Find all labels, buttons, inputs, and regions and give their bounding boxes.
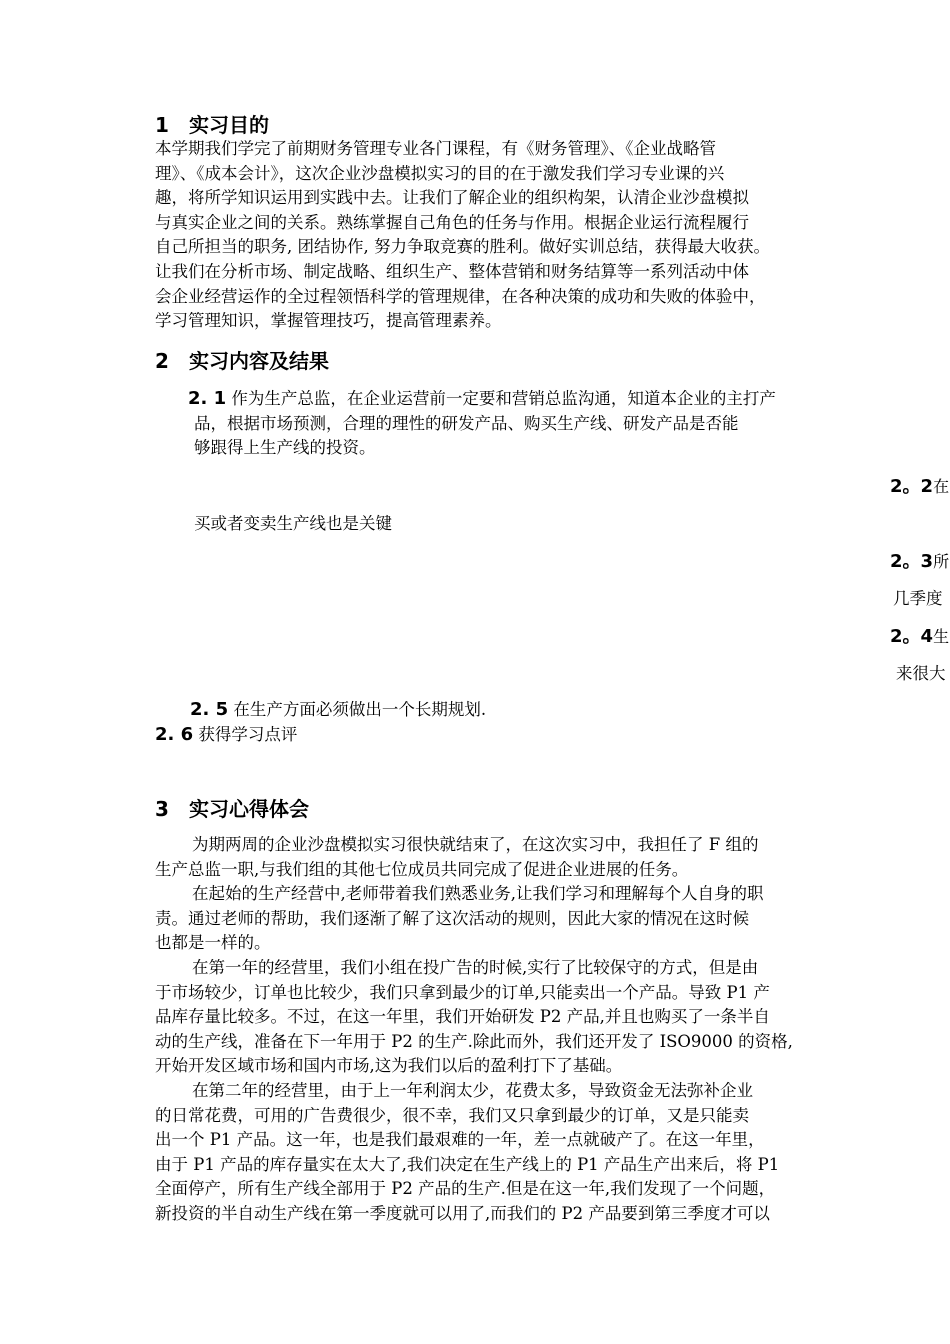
section-2-title: 实习内容及结果 — [189, 349, 329, 373]
item-2-1-line-2: 品，根据市场预测，合理的理性的研发产品、购买生产线、研发产品是否能 — [194, 414, 739, 433]
text-line: 于市场较少，订单也比较少，我们只拿到最少的订单,只能卖出一个产品。导致 P1 产 — [155, 982, 770, 1002]
section-3-title: 实习心得体会 — [189, 797, 309, 821]
section-3-body — [155, 833, 875, 1227]
paragraph — [155, 956, 875, 1079]
text-line: 品库存量比较多。不过，在这一年里，我们开始研发 P2 产品,并且也购买了一条半自 — [155, 1007, 770, 1027]
section-3-number: 3 — [155, 797, 169, 821]
text-line: 在第二年的经营里，由于上一年利润太少，花费太多，导致资金无法弥补企业 — [192, 1080, 753, 1100]
text-line: 由于 P1 产品的库存量实在太大了,我们决定在生产线上的 P1 产品生产出来后，将 P1 — [155, 1154, 780, 1174]
text-line: 全面停产，所有生产线全部用于 P2 产品的生产.但是在这一年,我们发现了一个问题， — [155, 1179, 776, 1199]
text-line: 本学期我们学完了前期财务管理专业各门课程，有《财务管理》、《企业战略管 — [155, 139, 716, 158]
item-2-3-continuation: 几季度 — [893, 589, 943, 608]
item-2-2-number: 2。2 — [890, 476, 934, 497]
text-line: 理》、《成本会计》，这次企业沙盘模拟实习的目的在于激发我们学习专业课的兴 — [155, 163, 725, 183]
item-2-5-text: 在生产方面必须做出一个长期规划. — [233, 700, 487, 719]
text-line: 责。通过老师的帮助，我们逐渐了解了这次活动的规则，因此大家的情况在这时候 — [155, 908, 749, 928]
buy-sell-line: 买或者变卖生产线也是关键 — [194, 514, 392, 533]
item-2-6-text: 获得学习点评 — [198, 725, 298, 744]
text-line: 开始开发区域市场和国内市场,这为我们以后的盈利打下了基础。 — [155, 1056, 623, 1076]
item-2-4-number: 2。4 — [890, 626, 934, 647]
text-line: 会企业经营运作的全过程领悟科学的管理规律，在各种决策的成功和失败的体验中， — [155, 286, 766, 306]
item-2-3-number: 2。3 — [890, 551, 934, 572]
item-2-4-clipped — [890, 622, 950, 648]
paragraph — [155, 1079, 875, 1227]
text-line: 趣，将所学知识运用到实践中去。让我们了解企业的组织构架，认清企业沙盘模拟 — [155, 188, 749, 208]
text-line: 学习管理知识，掌握管理技巧，提高管理素养。 — [155, 311, 502, 331]
text-line: 出一个 P1 产品。这一年，也是我们最艰难的一年，差一点就破产了。在这一年里， — [155, 1130, 765, 1150]
section-1-heading — [155, 112, 269, 138]
section-2-heading — [155, 348, 329, 374]
text-line: 为期两周的企业沙盘模拟实习很快就结束了，在这次实习中，我担任了 F 组的 — [192, 835, 759, 854]
item-2-1 — [188, 387, 776, 412]
item-2-5-number: 2. 5 — [190, 699, 229, 720]
text-line: 在起始的生产经营中,老师带着我们熟悉业务,让我们学习和理解每个人自身的职 — [192, 884, 764, 904]
section-1-number: 1 — [155, 113, 169, 137]
item-2-6-number: 2. 6 — [155, 724, 194, 745]
item-2-2-clipped — [890, 472, 950, 498]
text-line: 新投资的半自动生产线在第一季度就可以用了,而我们的 P2 产品要到第三季度才可以 — [155, 1203, 770, 1223]
text-line: 自己所担当的职务, 团结协作, 努力争取竞赛的胜利。做好实训总结，获得最大收获。 — [155, 237, 770, 257]
item-2-2-text: 在 — [933, 477, 950, 496]
item-2-5 — [190, 698, 486, 723]
text-line: 也都是一样的。 — [155, 933, 271, 953]
paragraph — [155, 833, 875, 882]
text-line: 的日常花费，可用的广告费很少，很不幸，我们又只拿到最少的订单，又是只能卖 — [155, 1105, 749, 1125]
item-2-1-line-1: 作为生产总监，在企业运营前一定要和营销总监沟通，知道本企业的主打产 — [231, 389, 776, 408]
text-line: 在第一年的经营里，我们小组在投广告的时候,实行了比较保守的方式，但是由 — [192, 957, 759, 977]
section-1-title: 实习目的 — [189, 113, 269, 137]
paragraph — [155, 882, 875, 956]
section-1-body — [155, 137, 875, 334]
item-2-4-text: 生 — [933, 627, 950, 646]
item-2-6 — [155, 723, 297, 748]
text-line: 动的生产线，准备在下一年用于 P2 的生产.除此而外，我们还开发了 ISO9000 的资格, — [155, 1031, 793, 1051]
text-line: 让我们在分析市场、制定战略、组织生产、整体营销和财务结算等一系列活动中体 — [155, 261, 749, 281]
section-3-heading — [155, 796, 309, 822]
item-2-1-number: 2. 1 — [188, 388, 227, 409]
section-2-number: 2 — [155, 349, 169, 373]
item-2-4-continuation: 来很大 — [896, 664, 946, 683]
text-line: 与真实企业之间的关系。熟练掌握自己角色的任务与作用。根据企业运行流程履行 — [155, 212, 749, 232]
item-2-1-line-3: 够跟得上生产线的投资。 — [194, 438, 376, 457]
item-2-3-clipped — [890, 547, 950, 573]
text-line: 生产总监一职,与我们组的其他七位成员共同完成了促进企业进展的任务。 — [155, 859, 689, 879]
item-2-3-text: 所 — [933, 552, 950, 571]
